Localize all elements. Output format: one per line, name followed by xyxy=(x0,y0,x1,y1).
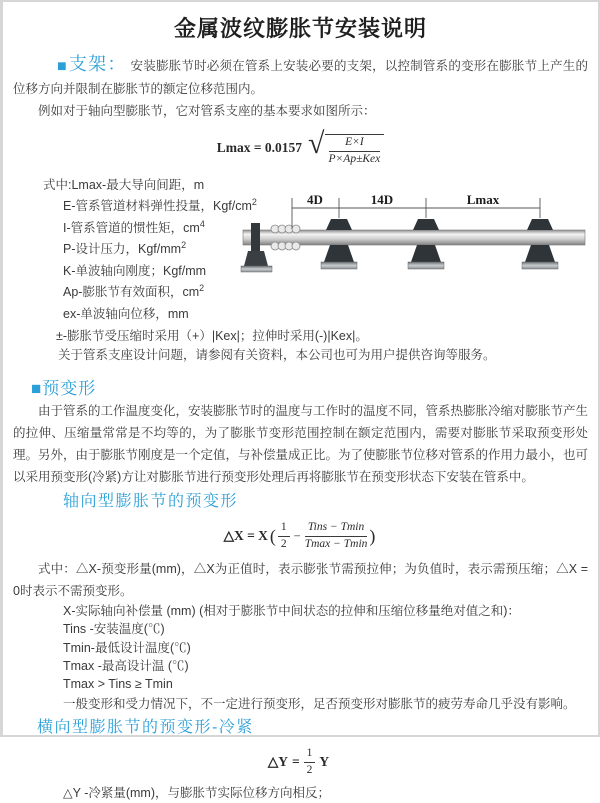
temperature-fraction: Tins − Tmin Tmax − Tmin xyxy=(304,521,368,550)
definition-line: Tmax > Tins ≥ Tmin xyxy=(63,677,173,692)
axial-formula-lhs: △X = X xyxy=(223,528,268,544)
definition-line: E-管系管道材料弹性投量，Kgf/$cm^2$ xyxy=(63,197,257,214)
open-paren: ( xyxy=(269,525,276,546)
axial-note: 一般变形和受力情况下，不一定进行预变形，足否预变形对膨胀节的疲劳寿命几乎没有影响。 xyxy=(63,696,576,711)
lateral-formula-rhs: Y xyxy=(319,754,330,770)
preform-paragraph: 由于管系的工作温度变化，安装膨胀节时的温度与工作时的温度不同，管系热膨胀冷缩对膨胀节产生的拉伸、压缩量常常是不均等的，为了膨胀节变形范围控制在额定范围内，需要对膨胀节采取预变形处理。另外，由于膨胀节刚度是一个定值，与补偿量成正比。为了使膨胀节位移对管系的作用力最小，也可以采用预变形(冷紧)方让对膨胀节进行预变形处理后再将膨胀节在预变形状态下安装在管系中。 xyxy=(13,404,589,485)
lateral-definition: △Y -冷紧量(mm)，与膨胀节实际位移方向相反； xyxy=(63,786,331,801)
support-section-heading: 支架： xyxy=(68,54,127,74)
equals-sign: = xyxy=(291,754,300,770)
dim-label-4d: 4D xyxy=(307,192,323,207)
definition-line: Tmin-最低设计温度(℃) xyxy=(63,640,191,655)
section-square-icon: ■ xyxy=(57,58,67,75)
sqrt-radical xyxy=(308,127,384,167)
lmax-formula-numerator: E×I xyxy=(329,136,381,152)
preform-section-heading: ■预变形 xyxy=(31,379,97,399)
support-intro-paragraph xyxy=(13,53,588,100)
definition-line: Tmax -最高设计温 (℃) xyxy=(63,658,189,673)
page-title: 金属波纹膨胀节安装说明 xyxy=(173,16,427,41)
axial-section-heading: 轴向型膨胀节的预变形 xyxy=(63,493,239,511)
lateral-formula-lhs: △Y xyxy=(267,754,288,770)
section-square-icon: ■ xyxy=(31,379,43,399)
support-note: 关于管系支座设计问题，请参阅有关资料，本公司也可为用户提供咨询等服务。 xyxy=(58,348,496,363)
close-paren: ) xyxy=(369,525,376,546)
dim-label-lmax: Lmax xyxy=(466,192,500,207)
axial-formula xyxy=(13,521,588,552)
definition-line: P-设计压力，Kgf/$mm^2$ xyxy=(63,240,187,257)
lateral-section-heading: 横向型膨胀节的预变形-冷紧 xyxy=(37,718,254,736)
definition-line: X-实际轴向补偿量 (mm) (相对于膨胀节中间状态的拉伸和压缩位移量绝对值之和)： xyxy=(63,603,520,618)
lateral-formula xyxy=(13,747,588,778)
lmax-formula-denominator: P×Ap±Kex xyxy=(328,152,381,165)
definition-line: ex-单波轴向位移，mm xyxy=(63,307,189,322)
dim-label-14d: 14D xyxy=(370,192,394,207)
support-example-text: 例如对于轴向型膨胀节，它对管系支座的基本要求如图所示： xyxy=(38,104,376,118)
definition-line: K-单波轴向刚度；Kgf/mm xyxy=(63,264,207,278)
definition-line: 式中:Lmax-最大导向间距，m xyxy=(43,177,205,192)
axial-definitions xyxy=(13,602,588,694)
one-half-fraction: $\frac{1}{2}$ xyxy=(304,747,316,778)
support-spacing-diagram xyxy=(239,190,591,296)
definition-line: ±-膨胀节受压缩时采用（+）|Kex|；拉伸时采用(-)|Kex|。 xyxy=(56,328,368,343)
radical-sign: √ xyxy=(308,127,325,160)
axial-explain: 式中：△X-预变形量(mm)，△X为正值时，表示膨张节需预拉伸；为负值时，表示需预压缩；△X = 0时表示不需预变形。 xyxy=(13,561,588,598)
minus-sign: − xyxy=(293,528,301,543)
definition-line: Tins -安装温度(℃) xyxy=(63,622,165,637)
one-half-fraction: 1 2 xyxy=(278,521,290,552)
lmax-formula-lhs: Lmax = 0.0157 xyxy=(216,140,303,156)
support-intro-text: 安装膨胀节时必须在管系上安装必要的支架，以控制管系的变形在膨胀节上产生的位移方向并限制在膨胀节的额定位移范围内。 xyxy=(13,59,588,96)
definition-line: I-管系管道的惯性矩，$cm^4$ xyxy=(63,218,205,235)
lmax-formula xyxy=(13,127,588,167)
definition-line: Ap-膨胀节有效面积，$cm^2$ xyxy=(63,283,205,300)
